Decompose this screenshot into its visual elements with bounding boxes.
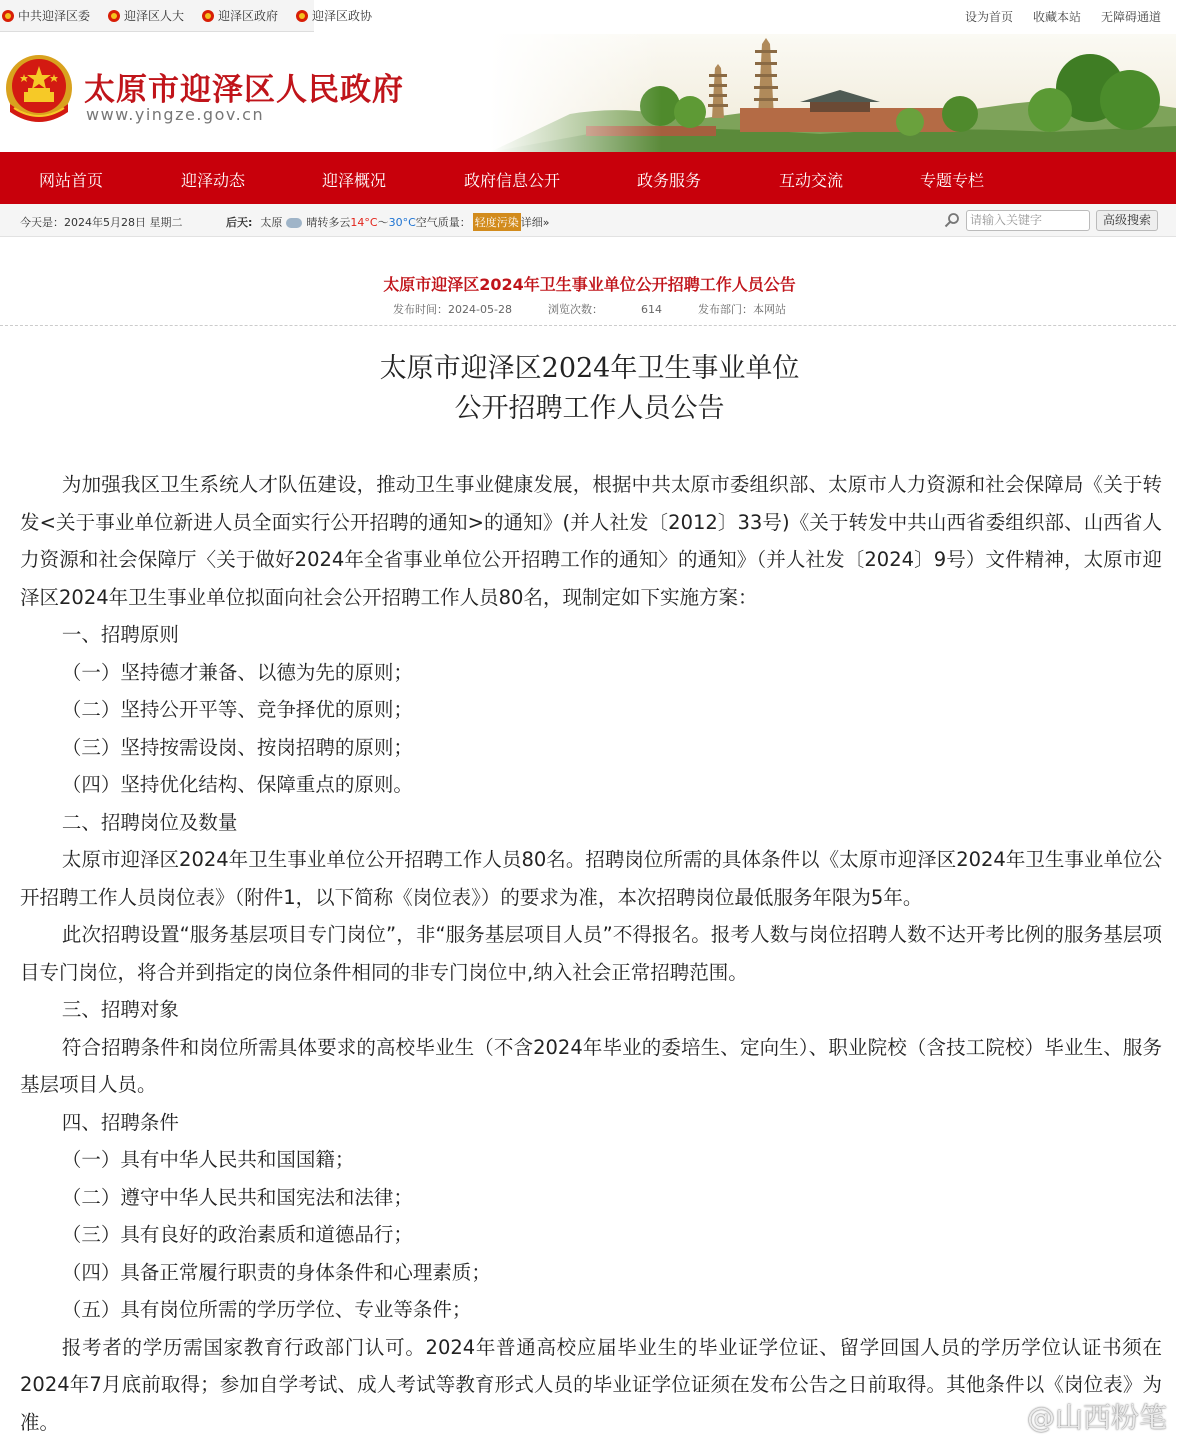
temp-tilde: ～ [377,216,389,229]
top-link-government[interactable] [202,7,278,24]
nav-services[interactable]: 政务服务 [637,171,702,190]
nav-home[interactable]: 网站首页 [39,171,104,190]
top-link-label: 迎泽区人大 [124,9,185,23]
national-emblem-icon [4,52,74,128]
list-item: （三）具有良好的政治素质和道德品行； [61,1223,413,1246]
nav-interaction[interactable]: 互动交流 [779,171,844,190]
paragraph: 太原市迎泽区2024年卫生事业单位公开招聘工作人员80名。招聘岗位所需的具体条件以《太原市迎泽区2024年卫生事业单位公开招聘工作人员岗位表》（附件1，以下简称《岗位表》）的要求为准，本次招聘岗位最低服务年限为5年。 [20,848,1162,909]
site-title: 太原市迎泽区人民政府 [84,72,404,108]
aqi-badge: 轻度污染 [473,213,521,231]
nav-overview[interactable]: 迎泽概况 [322,171,387,190]
advanced-search-button[interactable]: 高级搜索 [1096,210,1158,231]
nav-info-disclosure[interactable]: 政府信息公开 [464,171,561,190]
article-title: 太原市迎泽区2024年卫生事业单位公开招聘工作人员公告 [383,275,796,294]
views-count: 614 [640,303,662,316]
section-heading: 四、招聘条件 [61,1110,179,1134]
banner-image [490,34,1176,152]
weibo-icon [989,1403,1021,1429]
weather-label: 后天: [226,216,253,229]
document-title-line1: 太原市迎泽区2024年卫生事业单位 [379,353,800,384]
list-item: （二）遵守中华人民共和国宪法和法律； [61,1185,413,1209]
search-icon[interactable] [944,212,960,228]
list-item: （一）坚持德才兼备、以德为先的原则； [61,660,413,684]
info-bar [0,204,1176,237]
watermark [989,1396,1167,1436]
list-item: （二）坚持公开平等、竞争择优的原则； [61,698,413,721]
publish-department: 发布部门：本网站 [697,303,786,316]
aqi-label: 空气质量： [415,216,471,229]
document-title-line2: 公开招聘工作人员公告 [454,393,725,424]
top-links [0,0,373,32]
article-body [20,466,1162,1441]
main-nav [0,152,1176,204]
section-heading: 一、招聘原则 [61,623,179,646]
site-header [0,34,1176,152]
list-item: （四）具备正常履行职责的身体条件和心理素质； [61,1260,491,1284]
paragraph: 为加强我区卫生系统人才队伍建设，推动卫生事业健康发展，根据中共太原市委组织部、太原市人力资源和社会保障局《关于转发<关于事业单位新进人员全面实行公开招聘的通知>的通知》(并人社发〔2012〕33号)《关于转发中共山西省委组织部、山西省人力资源和社会保障厅〈关于做好2024年全省事业单位公开招聘工作的通知〉的通知》（并人社发〔2024〕9号）文件精神，太原市迎泽区2024年卫生事业单位拟面向社会公开招聘工作人员80名，现制定如下实施方案： [20,473,1162,609]
section-heading: 三、招聘对象 [61,998,179,1021]
temp-low: 14°C [350,215,378,229]
set-homepage-link[interactable]: 设为首页 [964,10,1013,24]
top-link-party[interactable] [2,7,90,24]
emblem-icon [2,10,14,22]
divider [0,325,1176,326]
emblem-icon [202,10,214,22]
paragraph: 符合招聘条件和岗位所需具体要求的高校毕业生（不含2024年毕业的委培生、定向生）、职业院校（含技工院校）毕业生、服务基层项目人员。 [20,1035,1162,1096]
cloud-icon [286,218,302,228]
views-group [536,301,674,317]
paragraph: 此次招聘设置“服务基层项目专门岗位”，非“服务基层项目人员”不得报名。报考人数与岗位招聘人数不达开考比例的服务基层项目专门岗位，将合并到指定的岗位条件相同的非专门岗位中,纳入社会正常招聘范围。 [20,923,1162,984]
article-meta [0,301,1179,317]
views-label: 浏览次数： [547,303,603,316]
search-input[interactable]: 请输入关键字 [966,210,1090,231]
temp-high: 30°C [388,215,416,229]
weather-widget [226,213,550,231]
publish-time: 发布时间：2024-05-28 [393,303,512,316]
list-item: （三）坚持按需设岗、按岗招聘的原则； [61,735,413,759]
top-link-label: 迎泽区政府 [218,9,279,23]
nav-news[interactable]: 迎泽动态 [181,171,246,190]
weather-detail-link[interactable]: 详细» [520,216,550,229]
top-link-label: 迎泽区政协 [312,9,373,23]
top-link-cppcc[interactable] [296,7,372,24]
top-link-label: 中共迎泽区委 [18,9,91,23]
list-item: （四）坚持优化结构、保障重点的原则。 [61,773,413,796]
nav-special-topics[interactable]: 专题专栏 [920,171,985,190]
site-url: www.yingze.gov.cn [86,105,265,124]
list-item: （一）具有中华人民共和国国籍； [61,1148,355,1171]
list-item: （五）具有岗位所需的学历学位、专业等条件； [61,1298,472,1321]
bookmark-link[interactable]: 收藏本站 [1032,10,1081,24]
paragraph: 报考者的学历需国家教育行政部门认可。2024年普通高校应届毕业生的毕业证学位证、留学回国人员的学历学位认证书须在2024年7月底前取得；参加自学考试、成人考试等教育形式人员的毕业证学位证须在发布公告之日前取得。其他条件以《岗位表》为准。 [20,1335,1162,1434]
weather-city: 太原 [260,216,283,229]
emblem-icon [296,10,308,22]
watermark-text: @山西粉笔 [1026,1401,1167,1434]
emblem-icon [108,10,120,22]
top-right-links [945,8,1161,25]
current-date: 今天是：2024年5月28日 星期二 [20,216,183,229]
top-bar [0,0,1179,32]
section-heading: 二、招聘岗位及数量 [61,810,238,834]
weather-condition: 晴转多云 [306,216,351,229]
top-link-congress[interactable] [108,7,184,24]
accessibility-link[interactable]: 无障碍通道 [1100,10,1161,24]
